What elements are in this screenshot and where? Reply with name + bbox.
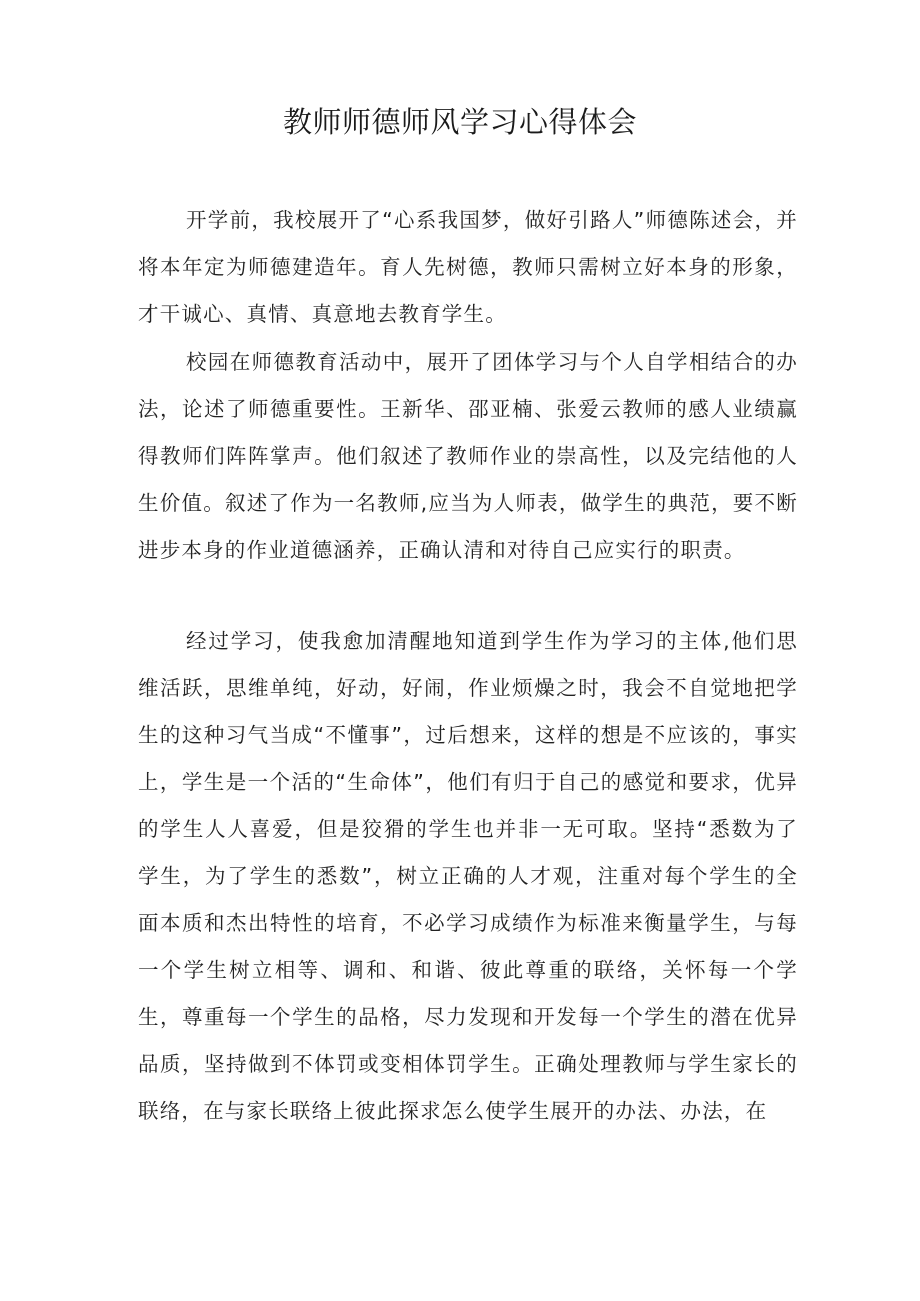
document-title: 教师师德师风学习心得体会	[282, 105, 637, 139]
paragraph-opening-ceremony: 开学前，我校展开了“心系我国梦，做好引路人”师德陈述会，并将本年定为师德建造年。育人先树德，教师只需树立好本身的形象，才干诚心、真情、真意地去教育学生。	[138, 208, 798, 326]
paragraph-campus-activity: 校园在师德教育活动中，展开了团体学习与个人自学相结合的办法，论述了师德重要性。王新华、邵亚楠、张爱云教师的感人业绩赢得教师们阵阵掌声。他们叙述了教师作业的崇高性，以及完结他的人生价值。叙述了作为一名教师,应当为人师表，做学生的典范，要不断进步本身的作业道德涵养，正确认清和对待自己应实行的职责。	[138, 350, 798, 562]
paragraph-learning-reflection: 经过学习，使我愈加清醒地知道到学生作为学习的主体,他们思维活跃，思维单纯，好动，好闹，作业烦燥之时，我会不自觉地把学生的这种习气当成“不懂事”，过后想来，这样的想是不应该的，事实上，学生是一个活的“生命体”，他们有归于自己的感觉和要求，优异的学生人人喜爱，但是狡猾的学生也并非一无可取。坚持“悉数为了学生，为了学生的悉数”，树立正确的人才观，注重对每个学生的全面本质和杰出特性的培育，不必学习成绩作为标准来衡量学生，与每一个学生树立相等、调和、和谐、彼此尊重的联络，关怀每一个学生，尊重每一个学生的品格，尽力发现和开发每一个学生的潜在优异品质，坚持做到不体罚或变相体罚学生。正确处理教师与学生家长的联络，在与家长联络上彼此探求怎么使学生展开的办法、办法，在	[138, 629, 798, 1123]
